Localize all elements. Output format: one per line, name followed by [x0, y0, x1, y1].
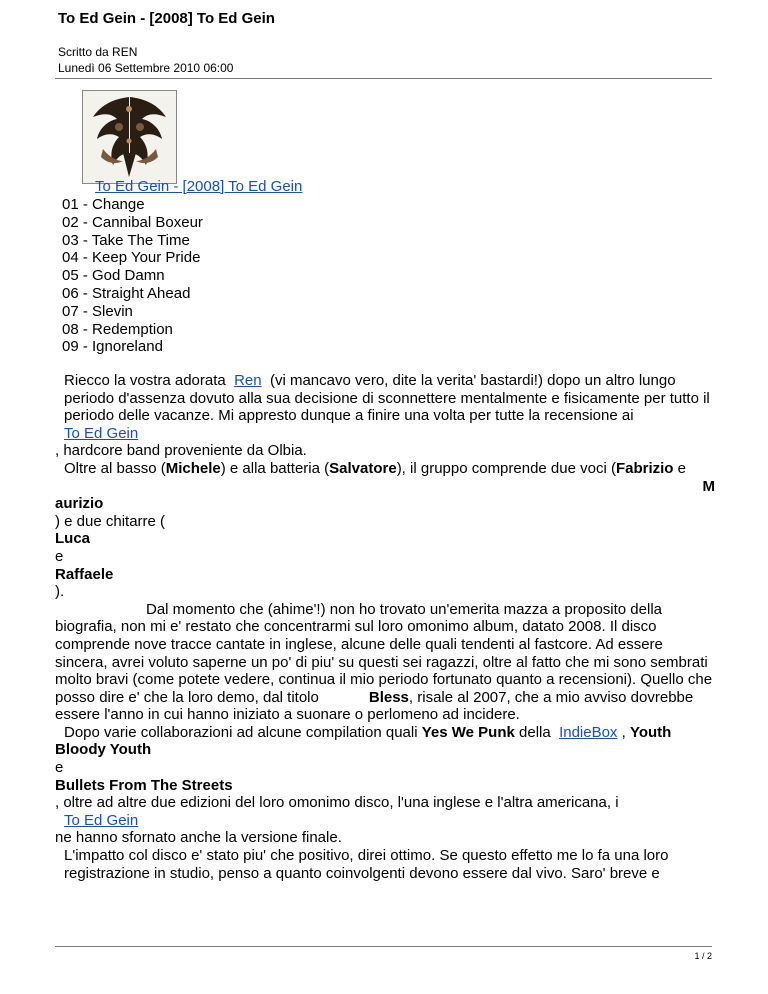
text: ), il gruppo comprende due voci ( [396, 459, 616, 477]
text-line: e [55, 547, 64, 565]
band-link[interactable]: To Ed Gein [64, 811, 139, 829]
album-title-link[interactable]: To Ed Gein - [2008] To Ed Gein [95, 178, 303, 195]
tracklist [62, 196, 203, 356]
track-item: 09 - Ignoreland [62, 338, 163, 356]
member-name: M [702, 477, 715, 495]
album-cover-image[interactable] [82, 90, 177, 184]
track-item: 01 - Change [62, 196, 145, 213]
text: (vi mancavo vero, dite la verita' bastardi!) dopo un altro lungo periodo d'assenza dovuto alla sua decisione di sconnettere mentalmente e fisicamente per tutto il periodo delle vacanze. Mi appresto dunque a finire una volta per tutte la recensione ai [64, 372, 710, 425]
text: Dal momento che (ahime'!) non ho trovato un'emerita mazza a proposito della biografia, non mi e' restato che concentrarmi sul loro omonimo album, datato 2008. Il disco comprende nove tracce cantate in inglese, alcune delle quali tendenti al fastcore. Ad essere sincera, avrei voluto saperne un po' di piu' su questi sei ragazzi, oltre al fatto che mi sono sembrati molto bravi (come potete vedere, continua il mio periodo fortunato quanto a recensioni). Quello che posso dire e' che la loro demo, dal titolo [55, 600, 713, 706]
text: della [519, 723, 551, 741]
text-line [55, 530, 715, 548]
footer-divider [55, 946, 712, 947]
track-item: 03 - Take The Time [62, 231, 190, 249]
text-line [55, 777, 715, 795]
band-link-line [55, 425, 715, 443]
indiebox-link[interactable]: IndieBox [559, 723, 618, 741]
author-link-ren[interactable]: Ren [234, 372, 262, 389]
text: ) e alla batteria ( [220, 459, 330, 477]
band-link-line [55, 812, 715, 830]
text-line: , hardcore band proveniente da Olbia. [55, 442, 307, 460]
paragraph-lineup [55, 460, 715, 478]
compilation-name: Yes We Punk [421, 723, 515, 741]
member-name: Michele [165, 459, 221, 477]
text-line: , oltre ad altre due edizioni del loro omonimo disco, l'una inglese e l'altra americana, i [55, 794, 619, 812]
text-line [55, 495, 715, 513]
text-line: ne hanno sfornato anche la versione finale. [55, 829, 342, 847]
album-cover-art [83, 91, 176, 183]
header-divider [55, 78, 712, 79]
text-line [55, 566, 715, 584]
text-line: ). [55, 583, 65, 601]
compilation-name: Bloody Youth [55, 741, 152, 759]
track-item: 06 - Straight Ahead [62, 284, 191, 302]
text: e [677, 459, 686, 477]
paragraph-intro [55, 372, 715, 425]
text-line [55, 741, 715, 759]
demo-title: Bless [368, 688, 409, 706]
member-name: Raffaele [55, 565, 114, 583]
review-body [55, 372, 715, 882]
text: Riecco la vostra adorata [64, 372, 226, 389]
member-name: Luca [55, 530, 91, 548]
text-line: ) e due chitarre ( [55, 512, 166, 530]
track-item: 05 - God Damn [62, 267, 165, 285]
track-item: 02 - Cannibal Boxeur [62, 213, 203, 231]
text: Oltre al basso ( [64, 459, 166, 477]
track-item: 04 - Keep Your Pride [62, 249, 201, 267]
paragraph-biography [55, 601, 715, 724]
text-line [55, 478, 715, 496]
band-link[interactable]: To Ed Gein [64, 424, 139, 442]
text-line: e [55, 759, 64, 777]
author-line: Scritto da REN [58, 45, 138, 59]
track-item: 08 - Redemption [62, 320, 173, 338]
page-title: To Ed Gein - [2008] To Ed Gein [58, 10, 275, 27]
member-name: Salvatore [329, 459, 397, 477]
track-item: 07 - Slevin [62, 302, 133, 320]
paragraph-compilations [55, 724, 715, 742]
page-number: 1 / 2 [694, 951, 712, 961]
compilation-name: Bullets From The Streets [55, 776, 233, 794]
text: , risale al 2007, che a mio avviso dovrebbe essere l'anno in cui hanno iniziato a suonare o perlomeno ad incidere. [55, 688, 694, 724]
publish-date: Lunedì 06 Settembre 2010 06:00 [58, 61, 234, 75]
member-name: aurizio [55, 495, 104, 513]
text: , [621, 723, 626, 741]
text: Dopo varie collaborazioni ad alcune compilation quali [64, 723, 418, 741]
paragraph-impression: L'impatto col disco e' stato piu' che positivo, direi ottimo. Se questo effetto me lo fa una loro registrazione in studio, penso a quanto coinvolgenti devono essere dal vivo. Saro' breve e [64, 847, 669, 882]
member-name: Fabrizio [615, 459, 674, 477]
compilation-name: Youth [629, 723, 672, 741]
